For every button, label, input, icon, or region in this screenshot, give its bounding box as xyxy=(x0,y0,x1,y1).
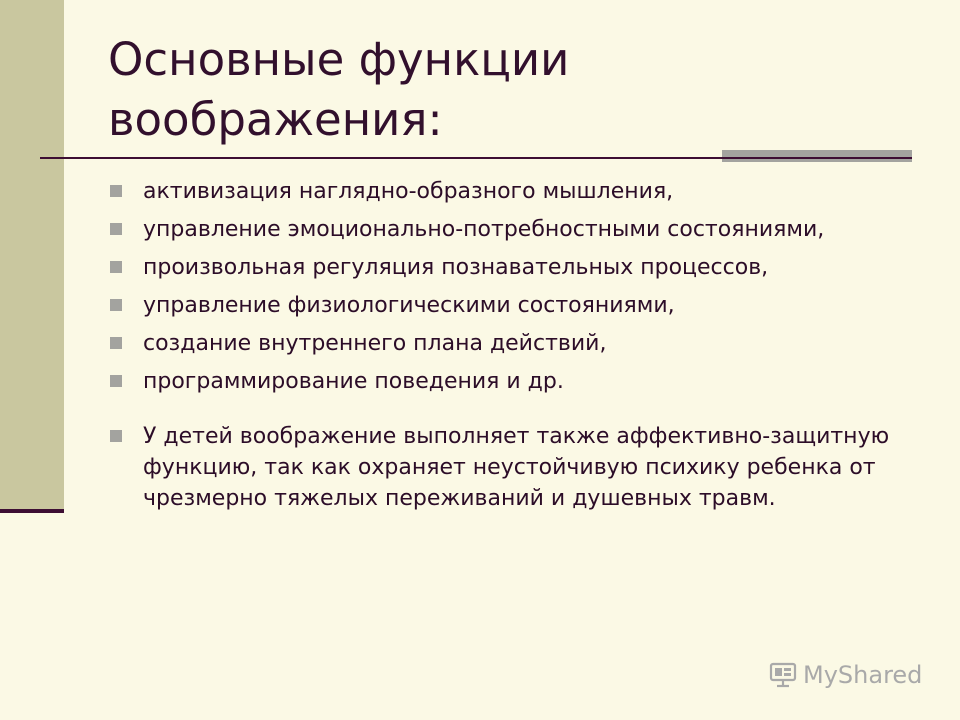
bullet-item xyxy=(105,328,905,359)
title-accent-bar xyxy=(722,150,912,162)
square-bullet-icon xyxy=(110,223,122,235)
bullet-text: управление физиологическими состояниями, xyxy=(143,293,675,318)
bullet-item xyxy=(105,252,905,283)
watermark-text: MyShared xyxy=(803,661,923,689)
square-bullet-icon xyxy=(110,185,122,197)
bullet-text: произвольная регуляция познавательных процессов, xyxy=(143,255,769,280)
square-bullet-icon xyxy=(110,299,122,311)
bullet-item xyxy=(105,290,905,321)
bullet-item-children-note xyxy=(105,421,905,514)
bullet-list xyxy=(105,176,905,521)
square-bullet-icon xyxy=(110,337,122,349)
left-band-underline xyxy=(0,509,64,513)
myshared-watermark xyxy=(768,658,922,692)
bullet-text: создание внутреннего плана действий, xyxy=(143,331,607,356)
title-divider xyxy=(40,157,912,159)
slide-title xyxy=(108,30,908,150)
slides-presentation-icon xyxy=(768,660,798,690)
bullet-item xyxy=(105,214,905,245)
bullet-item xyxy=(105,366,905,397)
square-bullet-icon xyxy=(110,375,122,387)
bullet-item xyxy=(105,176,905,207)
square-bullet-icon xyxy=(110,261,122,273)
bullet-text: активизация наглядно-образного мышления, xyxy=(143,179,674,204)
left-decorative-band xyxy=(0,0,64,512)
slide-title-line-1: Основные функции xyxy=(108,33,570,86)
bullet-text: У детей воображение выполняет также аффективно-защитную функцию, так как охраняет неустойчивую психику ребенка от чрезмерно тяжелых переживаний и душевных травм. xyxy=(143,424,890,511)
slide-title-line-2: воображения: xyxy=(108,93,443,146)
bullet-text: управление эмоционально-потребностными состояниями, xyxy=(143,217,825,242)
square-bullet-icon xyxy=(110,430,122,442)
bullet-text: программирование поведения и др. xyxy=(143,369,564,394)
